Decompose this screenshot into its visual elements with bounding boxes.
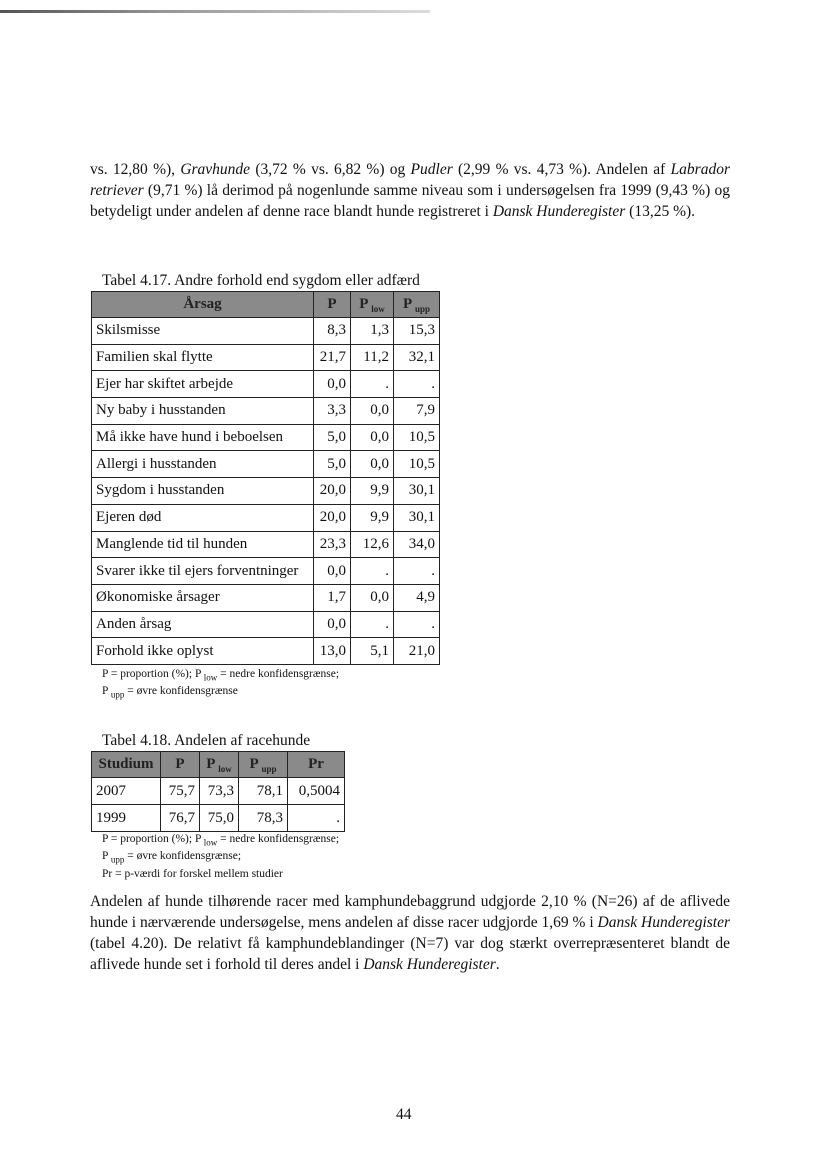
cell-p: 8,3	[314, 318, 351, 345]
table-18-note: P = proportion (%); P $_{low}$ = nedre konfidensgrænse; P $_{upp}$ = øvre konfidensgrænse; Pr = p-værdi for forskel mellem studier	[102, 833, 340, 880]
cell-pupp: 78,3	[239, 805, 288, 832]
cell-pupp: 10,5	[394, 451, 440, 478]
header-pupp: P $_{upp}$	[239, 752, 288, 778]
row-label: Ny baby i husstanden	[92, 398, 314, 425]
cell-plow: 9,9	[351, 478, 394, 505]
table-row	[92, 504, 440, 531]
cell-plow: 73,3	[200, 778, 239, 805]
table-row	[92, 318, 440, 345]
row-label: Anden årsag	[92, 611, 314, 638]
cell-plow: 0,0	[351, 584, 394, 611]
cell-pupp: 30,1	[394, 504, 440, 531]
cell-pupp: 78,1	[239, 778, 288, 805]
row-label: Sygdom i husstanden	[92, 478, 314, 505]
cell-pr: .	[288, 805, 345, 832]
row-label: Skilsmisse	[92, 318, 314, 345]
header-plow: P $_{low}$	[351, 292, 394, 318]
closing-paragraph: Andelen af hunde tilhørende racer med kamphundebaggrund udgjorde 2,10 % (N=26) af de aflivede hunde i nærværende undersøgelse, mens andelen af disse racer udgjorde 1,69 % i Dansk Hunderegister (tabel 4.20). De relativt få kamphundeblandinger (N=7) var dog stærkt overrepræsenteret blandt de aflivede hunde set i forhold til deres andel i Dansk Hunderegister.	[90, 893, 730, 973]
row-label: Ejer har skiftet arbejde	[92, 371, 314, 398]
row-label: Ejeren død	[92, 504, 314, 531]
row-label: Svarer ikke til ejers forventninger	[92, 558, 314, 585]
cell-p: 20,0	[314, 478, 351, 505]
cell-plow: 11,2	[351, 344, 394, 371]
header-p: P	[314, 292, 351, 318]
cell-plow: .	[351, 371, 394, 398]
table-row	[92, 344, 440, 371]
cell-p: 13,0	[314, 638, 351, 665]
row-label: Forhold ikke oplyst	[92, 638, 314, 665]
header-studium: Studium	[92, 752, 161, 778]
cell-plow: .	[351, 611, 394, 638]
cell-pupp: 4,9	[394, 584, 440, 611]
cell-pupp: .	[394, 611, 440, 638]
cell-p: 0,0	[314, 558, 351, 585]
table-row	[92, 371, 440, 398]
cell-p: 20,0	[314, 504, 351, 531]
cell-p: 0,0	[314, 611, 351, 638]
table-17-note: P = proportion (%); P $_{low}$ = nedre konfidensgrænse; P $_{upp}$ = øvre konfidensgrænse	[102, 668, 340, 700]
table-row	[92, 531, 440, 558]
cell-p: 0,0	[314, 371, 351, 398]
table-row	[92, 398, 440, 425]
cell-p: 5,0	[314, 451, 351, 478]
scan-edge-line	[0, 10, 430, 13]
cell-plow: 0,0	[351, 398, 394, 425]
header-pupp: P $_{upp}$	[394, 292, 440, 318]
table-row	[92, 558, 440, 585]
table-row	[92, 611, 440, 638]
cell-pupp: 32,1	[394, 344, 440, 371]
table-17-caption: Tabel 4.17. Andre forhold end sygdom eller adfærd	[102, 272, 420, 289]
cell-plow: 12,6	[351, 531, 394, 558]
cell-p: 76,7	[161, 805, 200, 832]
cell-pupp: .	[394, 558, 440, 585]
cell-plow: 75,0	[200, 805, 239, 832]
table-header-row	[92, 292, 440, 318]
table-row	[92, 451, 440, 478]
cell-plow: .	[351, 558, 394, 585]
cell-pupp: 15,3	[394, 318, 440, 345]
cell-pupp: 34,0	[394, 531, 440, 558]
row-label: Må ikke have hund i beboelsen	[92, 424, 314, 451]
cell-pupp: 7,9	[394, 398, 440, 425]
cell-pupp: 21,0	[394, 638, 440, 665]
row-label: Allergi i husstanden	[92, 451, 314, 478]
cell-plow: 0,0	[351, 424, 394, 451]
cell-pupp: 10,5	[394, 424, 440, 451]
cell-p: 1,7	[314, 584, 351, 611]
page-number: 44	[396, 1106, 412, 1123]
cell-pr: 0,5004	[288, 778, 345, 805]
table-17	[91, 291, 440, 665]
table-row	[92, 584, 440, 611]
cell-plow: 9,9	[351, 504, 394, 531]
cell-pupp: .	[394, 371, 440, 398]
cell-p: 23,3	[314, 531, 351, 558]
row-label: Familien skal flytte	[92, 344, 314, 371]
table-18-caption: Tabel 4.18. Andelen af racehunde	[102, 732, 311, 749]
row-label: Manglende tid til hunden	[92, 531, 314, 558]
cell-p: 75,7	[161, 778, 200, 805]
cell-pupp: 30,1	[394, 478, 440, 505]
table-row	[92, 778, 345, 805]
cell-studium: 2007	[92, 778, 161, 805]
cell-plow: 5,1	[351, 638, 394, 665]
table-row	[92, 424, 440, 451]
row-label: Økonomiske årsager	[92, 584, 314, 611]
table-row	[92, 638, 440, 665]
table-18	[91, 751, 345, 832]
header-plow: P $_{low}$	[200, 752, 239, 778]
cell-p: 3,3	[314, 398, 351, 425]
table-header-row	[92, 752, 345, 778]
header-p: P	[161, 752, 200, 778]
header-pr: Pr	[288, 752, 345, 778]
table-row	[92, 478, 440, 505]
cell-studium: 1999	[92, 805, 161, 832]
cell-plow: 0,0	[351, 451, 394, 478]
header-arsag: Årsag	[92, 292, 314, 318]
cell-p: 5,0	[314, 424, 351, 451]
cell-p: 21,7	[314, 344, 351, 371]
cell-plow: 1,3	[351, 318, 394, 345]
intro-paragraph: vs. 12,80 %), Gravhunde (3,72 % vs. 6,82 %) og Pudler (2,99 % vs. 4,73 %). Andelen af Labrador retriever (9,71 %) lå derimod på nogenlunde samme niveau som i undersøgelsen fra 1999 (9,43 %) og betydeligt under andelen af denne race blandt hunde registreret i Dansk Hunderegister (13,25 %).	[90, 161, 730, 220]
table-row	[92, 805, 345, 832]
